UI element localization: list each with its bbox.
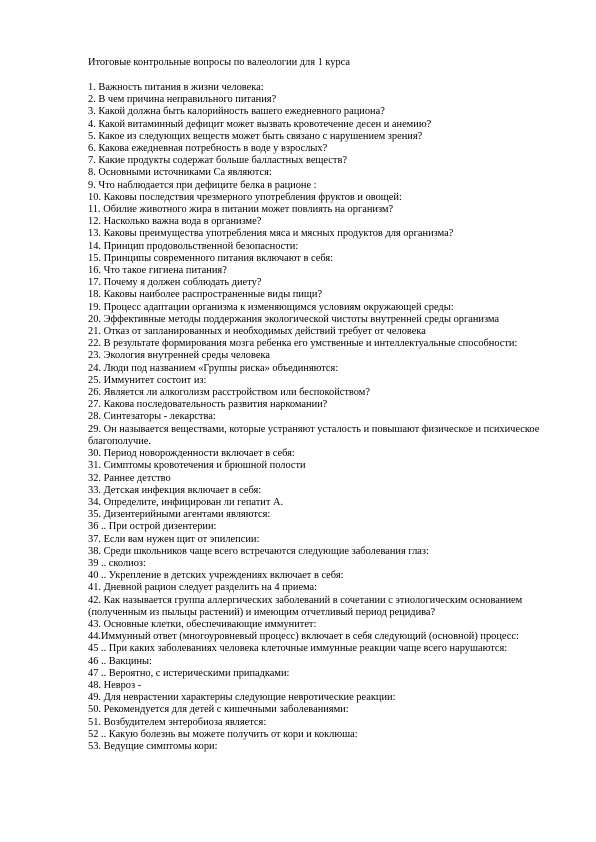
question-item: 36 .. При острой дизентерии: [88,521,217,533]
question-item: 25. Иммунитет состоит из: [88,374,207,386]
question-item: 40 .. Укрепление в детских учреждениях включает в себя: [88,570,344,582]
question-item: 9. Что наблюдается при дефиците белка в рационе : [88,179,317,191]
question-item: 39 .. сколиоз: [88,557,146,569]
question-item: 34. Определите, инфицирован ли гепатит А. [88,496,284,508]
question-item: 45 .. При каких заболеваниях человека клеточные иммунные реакции чаще всего нарушаются: [88,643,508,655]
question-item: 30. Период новорожденности включает в себя: [88,448,295,460]
question-item: 15. Принципы современного питания включают в себя: [88,252,334,264]
question-item: 16. Что такое гигиена питания? [88,265,227,277]
question-item: 5. Какое из следующих веществ может быть связано с нарушением зрения? [88,130,423,142]
question-item: 49. Для неврастении характерны следующие невротические реакции: [88,692,396,704]
document-title: Итоговые контрольные вопросы по валеологии для 1 курса [88,57,351,68]
question-item: 11. Обилие животного жира в питании может повлиять на организм? [88,204,394,216]
question-item: 17. Почему я должен соблюдать диету? [88,277,262,289]
question-item: 46 .. Вакцины: [88,655,152,667]
question-item: 2. В чем причина неправильного питания? [88,94,277,106]
question-item: 33. Детская инфекция включает в себя: [88,484,262,496]
question-item: 32. Раннее детство [88,472,171,484]
question-list [88,82,558,753]
question-item: 3. Какой должна быть калорийность вашего ежедневного рациона? [88,106,385,118]
question-item: 42. Как называется группа аллергических заболеваний в сочетании с этиологическим основанием (полученным из пыльцы растений) и имеющим отчетливый период рецидива? [88,594,523,618]
question-item: 29. Он называется веществами, которые устраняют усталость и повышают физическое и психическое благополучие. [88,423,540,447]
question-item: 27. Какова последовательность развития наркомании? [88,399,328,411]
question-item: 37. Если вам нужен щит от эпилепсии: [88,533,260,545]
question-item: 28. Синтезаторы - лекарства: [88,411,216,423]
question-item: 43. Основные клетки, обеспечивающие иммунитет: [88,618,317,630]
question-item: 4. Какой витаминный дефицит может вызвать кровотечение десен и анемию? [88,118,432,130]
question-item: 1. Важность питания в жизни человека: [88,82,264,93]
question-item: 22. В результате формирования мозга ребенка его умственные и интеллектуальные способности: [88,338,518,350]
question-item: 38. Среди школьников чаще всего встречаются следующие заболевания глаз: [88,545,429,557]
question-item: 12. Насколько важна вода в организме? [88,216,262,228]
question-item: 21. Отказ от запланированных и необходимых действий требует от человека [88,326,426,338]
question-item: 52 .. Какую болезнь вы можете получить от кори и коклюша: [88,728,358,740]
question-item: 44.Иммунный ответ (многоуровневый процесс) включает в себя следующий (основной) процесс: [88,631,519,643]
question-item: 18. Каковы наиболее распространенные виды пищи? [88,289,323,301]
question-item: 14. Принцип продовольственной безопасности: [88,240,299,252]
question-item: 50. Рекомендуется для детей с кишечными заболеваниями: [88,704,349,716]
question-item: 41. Дневной рацион следует разделить на 4 приема: [88,582,318,594]
question-item: 35. Дизентерийными агентами являются: [88,509,271,521]
question-item: 48. Невроз - [88,679,142,691]
question-item: 31. Симптомы кровотечения и брюшной полости [88,460,306,472]
question-item: 7. Какие продукты содержат больше балластных веществ? [88,155,347,167]
question-item: 24. Люди под названием «Группы риска» объединяются: [88,362,339,374]
question-item: 47 .. Вероятно, с истерическими припадками: [88,667,290,679]
question-item: 26. Является ли алкоголизм расстройством или беспокойством? [88,387,370,399]
question-item: 23. Экология внутренней среды человека [88,350,270,362]
question-item: 53. Ведущие симптомы кори: [88,740,218,752]
question-item: 20. Эффективные методы поддержания экологической чистоты внутренней среды организма [88,313,500,325]
question-item: 8. Основными источниками Са являются: [88,167,272,179]
question-item: 51. Возбудителем энтеробиоза является: [88,716,267,728]
question-item: 6. Какова ежедневная потребность в воде у взрослых? [88,143,328,155]
question-item: 13. Каковы преимущества употребления мяса и мясных продуктов для организма? [88,228,454,240]
question-item: 19. Процесс адаптации организма к изменяющимся условиям окружающей среды: [88,301,454,313]
question-item: 10. Каковы последствия чрезмерного употребления фруктов и овощей: [88,191,402,203]
